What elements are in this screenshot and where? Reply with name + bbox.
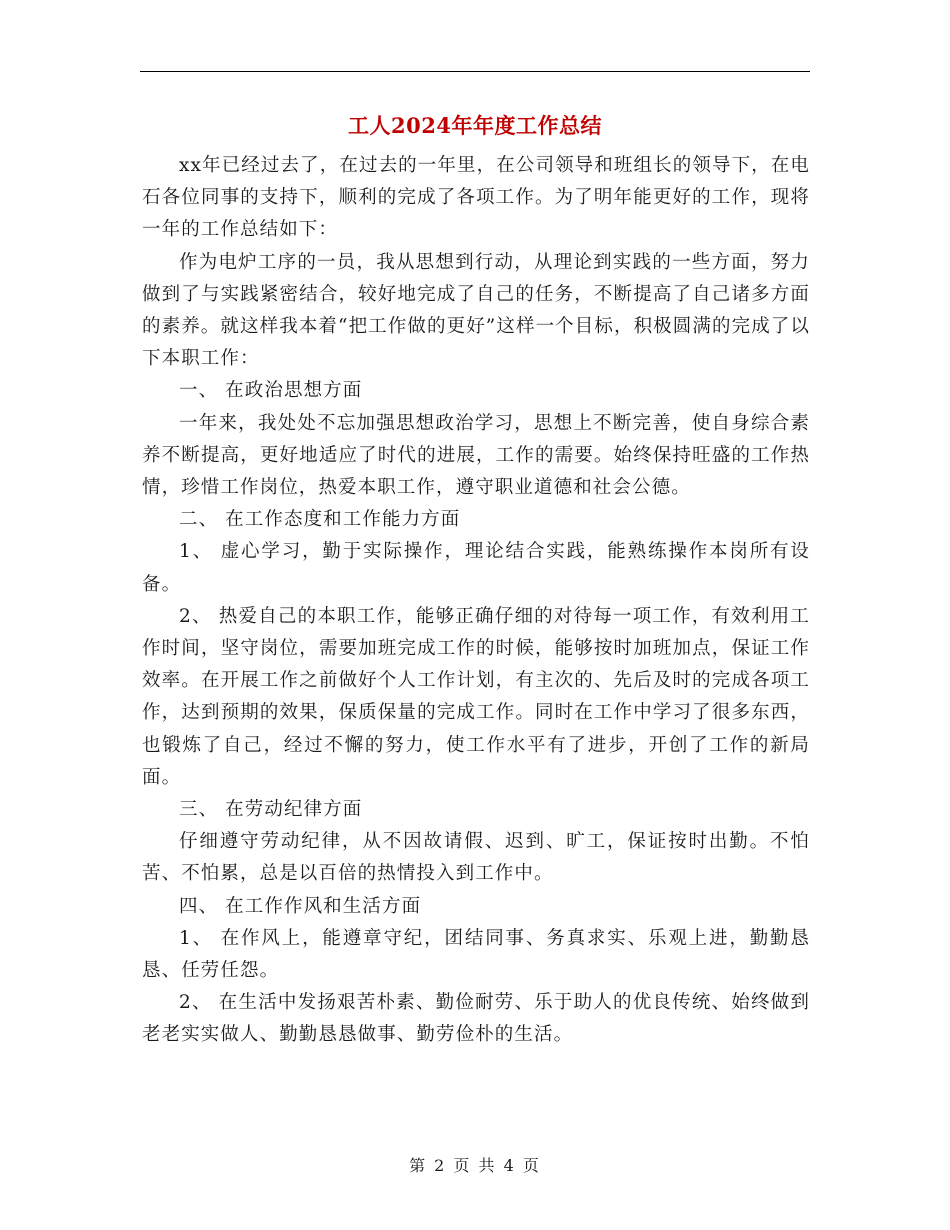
- paragraph-style-2: 2、 在生活中发扬艰苦朴素、勤俭耐劳、乐于助人的优良传统、始终做到老老实实做人、勤勤恳恳做事、勤劳俭朴的生活。: [142, 992, 810, 1046]
- document-title: 工人2024年年度工作总结: [348, 113, 602, 138]
- section-heading-attitude: 二、 在工作态度和工作能力方面: [179, 509, 461, 531]
- paragraph-attitude-2: 2、 热爱自己的本职工作，能够正确仔细的对待每一项工作，有效利用工作时间，坚守岗位，需要加班完成工作的时候，能够按时加班加点，保证工作效率。在开展工作之前做好个人工作计划，有主次的、先后及时的完成各项工作，达到预期的效果，保质保量的完成工作。同时在工作中学习了很多东西，也锻炼了自己，经过不懈的努力，使工作水平有了进步，开创了工作的新局面。: [142, 605, 810, 788]
- paragraph-role: 作为电炉工序的一员，我从思想到行动，从理论到实践的一些方面，努力做到了与实践紧密结合，较好地完成了自己的任务，不断提高了自己诸多方面的素养。就这样我本着“把工作做的更好”这样一个目标，积极圆满的完成了以下本职工作：: [142, 251, 810, 370]
- section-heading-political: 一、 在政治思想方面: [179, 380, 363, 402]
- header-rule: [140, 71, 810, 72]
- paragraph-political: 一年来，我处处不忘加强思想政治学习，思想上不断完善，使自身综合素养不断提高，更好地适应了时代的进展，工作的需要。始终保持旺盛的工作热情，珍惜工作岗位，热爱本职工作，遵守职业道德和社会公德。: [142, 412, 810, 499]
- document-body: [142, 150, 810, 1052]
- section-heading-discipline: 三、 在劳动纪律方面: [179, 799, 363, 821]
- paragraph-style-1: 1、 在作风上，能遵章守纪，团结同事、务真求实、乐观上进，勤勤恳恳、任劳任怨。: [142, 927, 810, 982]
- section-heading-style: 四、 在工作作风和生活方面: [179, 895, 422, 917]
- paragraph-intro: xx年已经过去了，在过去的一年里，在公司领导和班组长的领导下，在电石各位同事的支持下，顺利的完成了各项工作。为了明年能更好的工作，现将一年的工作总结如下：: [142, 155, 810, 241]
- page-number: 第 2 页 共 4 页: [409, 1156, 541, 1175]
- paragraph-discipline: 仔细遵守劳动纪律，从不因故请假、迟到、旷工，保证按时出勤。不怕苦、不怕累，总是以百倍的热情投入到工作中。: [142, 831, 810, 885]
- paragraph-attitude-1: 1、 虚心学习，勤于实际操作，理论结合实践，能熟练操作本岗所有设备。: [142, 541, 810, 595]
